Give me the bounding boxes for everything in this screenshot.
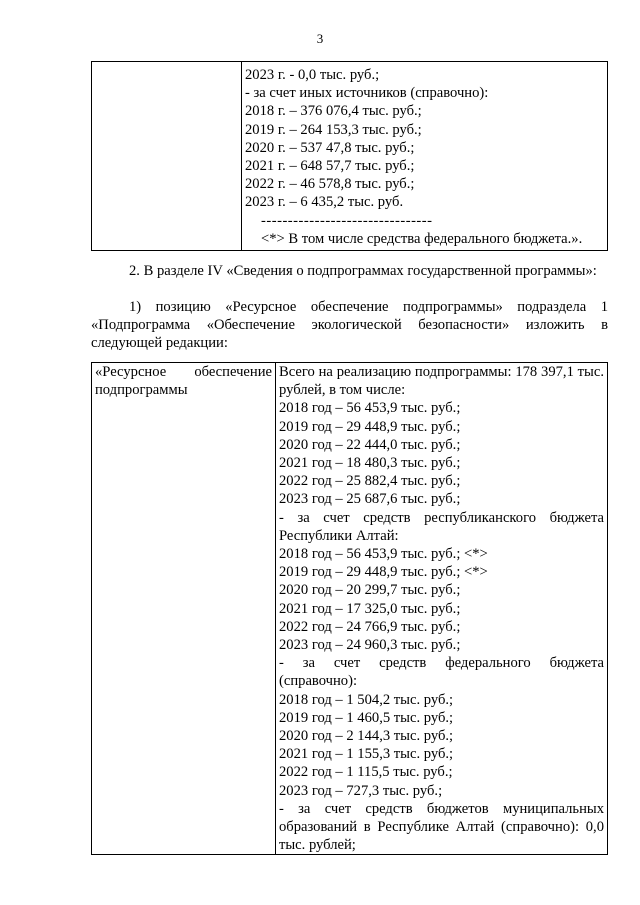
- funding-line: - за счет иных источников (справочно):: [245, 85, 489, 102]
- funding-line: 2023 г. - 0,0 тыс. руб.;: [245, 67, 380, 83]
- federal-intro: - за счет средств федерального бюджета (справочно):: [279, 655, 604, 690]
- funding-line: 2020 г. – 537 47,8 тыс. руб.;: [245, 139, 415, 156]
- funding-line: 2023 г. – 6 435,2 тыс. руб.: [245, 194, 404, 211]
- funding-line: 2021 г. – 648 57,7 тыс. руб.;: [245, 158, 415, 175]
- total-line: 2023 год – 25 687,6 тыс. руб.;: [279, 491, 461, 508]
- total-line: 2019 год – 29 448,9 тыс. руб.;: [279, 418, 461, 435]
- federal-line: 2020 год – 2 144,3 тыс. руб.;: [279, 728, 454, 745]
- total-line: 2020 год – 22 444,0 тыс. руб.;: [279, 436, 461, 453]
- republic-line: 2019 год – 29 448,9 тыс. руб.; <*>: [279, 564, 488, 581]
- funding-table-continued: [91, 61, 608, 251]
- federal-line: 2019 год – 1 460,5 тыс. руб.;: [279, 709, 454, 726]
- table2-right-cell: [276, 363, 608, 855]
- table2-left-cell: «Ресурсное обеспечение подпрограммы: [92, 363, 276, 855]
- footnote-separator: --------------------------------: [261, 212, 433, 229]
- federal-line: 2018 год – 1 504,2 тыс. руб.;: [279, 691, 454, 708]
- municipal-intro: - за счет средств бюджетов муниципальных образований в Республике Алтай (справочно): 0,0 тыс. рублей;: [279, 800, 604, 854]
- paragraph-amendment: 1) позицию «Ресурсное обеспечение подпрограммы» подраздела 1 «Подпрограмма «Обеспечение экологической безопасности» изложить в следующей редакции:: [91, 299, 608, 352]
- total-line: 2018 год – 56 453,9 тыс. руб.;: [279, 400, 461, 417]
- paragraph-section-iv: 2. В разделе IV «Сведения о подпрограммах государственной программы»:: [129, 263, 597, 279]
- funding-line: 2019 г. – 264 153,3 тыс. руб.;: [245, 121, 422, 138]
- page-number: 3: [316, 31, 324, 46]
- federal-line: 2022 год – 1 115,5 тыс. руб.;: [279, 764, 453, 781]
- total-line: 2021 год – 18 480,3 тыс. руб.;: [279, 455, 461, 472]
- footnote-text: <*> В том числе средства федерального бюджета.».: [261, 230, 583, 247]
- resource-provision-table: [91, 362, 608, 855]
- republic-line: 2023 год – 24 960,3 тыс. руб.;: [279, 637, 461, 654]
- republic-line: 2018 год – 56 453,9 тыс. руб.; <*>: [279, 546, 488, 563]
- total-intro: Всего на реализацию подпрограммы: 178 397,1 тыс. рублей, в том числе:: [279, 364, 604, 399]
- funding-line: 2022 г. – 46 578,8 тыс. руб.;: [245, 176, 415, 193]
- total-line: 2022 год – 25 882,4 тыс. руб.;: [279, 473, 461, 490]
- republic-line: 2021 год – 17 325,0 тыс. руб.;: [279, 600, 461, 617]
- federal-line: 2023 год – 727,3 тыс. руб.;: [279, 782, 443, 799]
- table1-left-cell: [92, 62, 242, 251]
- federal-line: 2021 год – 1 155,3 тыс. руб.;: [279, 746, 454, 763]
- republic-intro: - за счет средств республиканского бюджета Республики Алтай:: [279, 509, 604, 544]
- republic-line: 2022 год – 24 766,9 тыс. руб.;: [279, 618, 461, 635]
- funding-line: 2018 г. – 376 076,4 тыс. руб.;: [245, 103, 422, 120]
- table1-right-cell: [242, 62, 608, 251]
- republic-line: 2020 год – 20 299,7 тыс. руб.;: [279, 582, 461, 599]
